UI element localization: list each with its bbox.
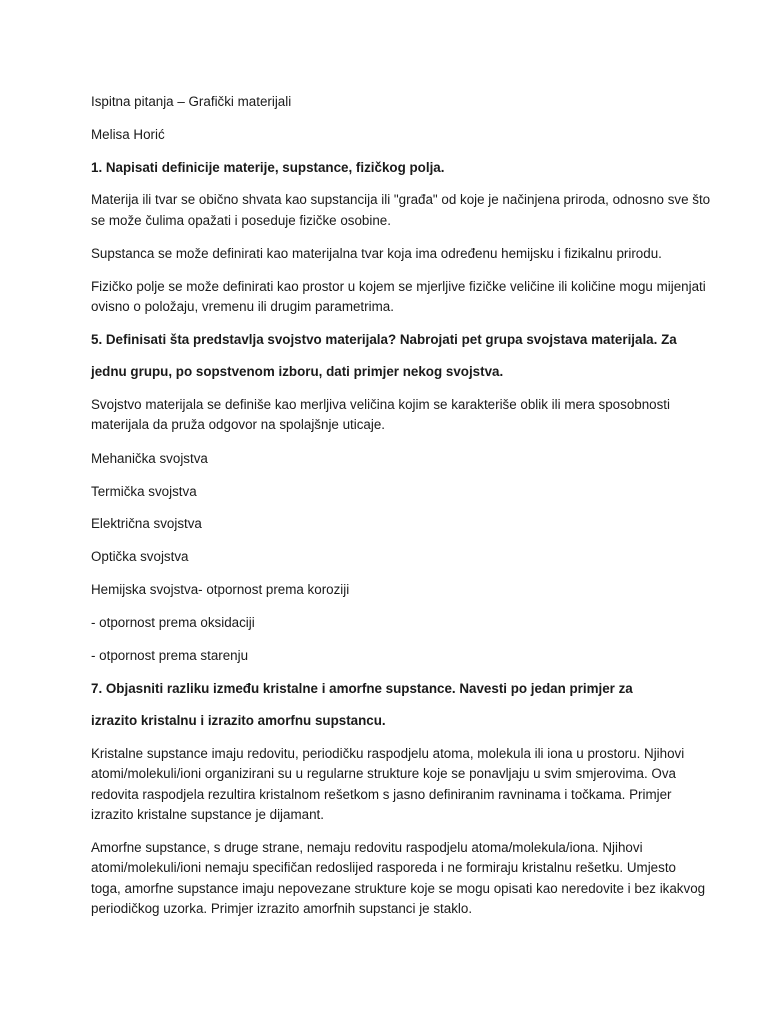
question-7-paragraph-1-line: atomi/molekuli/ioni organizirani su u regularne strukture koje se ponavljaju u svim smjerovima. Ova [91,766,676,781]
question-1-heading: 1. Napisati definicije materije, supstance, fizičkog polja. [91,160,445,175]
question-7-paragraph-2-line: toga, amorfne supstance imaju nepovezane strukture koje se mogu opisati kao neredovite i bez ikakvog [91,881,706,896]
question-5-heading-line-2: jednu grupu, po sopstvenom izboru, dati primjer nekog svojstva. [91,364,504,379]
question-1-paragraph-1-line-2: se može čulima opažati i poseduje fizičke osobine. [91,213,391,228]
property-list-item: Električna svojstva [91,516,202,531]
question-7-paragraph-1-line: redovita raspodjela rezultira kristalnom rešetkom s jasno definiranim ravninama i točkama. Primjer [91,787,672,802]
property-list-item: Termička svojstva [91,484,197,499]
question-7-paragraph-1-line: izrazito kristalne supstance je dijamant. [91,807,324,822]
document-author: Melisa Horić [91,127,165,142]
question-5-paragraph-line-1: Svojstvo materijala se definiše kao merljiva veličina kojim se karakteriše oblik ili mera sposobnosti [91,397,671,412]
question-7-heading-line-2: izrazito kristalnu i izrazito amorfnu supstancu. [91,713,386,728]
question-7-heading-line-1: 7. Objasniti razliku između kristalne i amorfne supstance. Navesti po jedan primjer za [91,681,633,696]
question-7-paragraph-2-line: atomi/molekuli/ioni nemaju specifičan redoslijed rasporeda i ne formiraju kristalnu rešetku. Umjesto [91,860,676,875]
property-list-item: - otpornost prema starenju [91,648,249,663]
question-5-heading-line-1: 5. Definisati šta predstavlja svojstvo materijala? Nabrojati pet grupa svojstava materijala. Za [91,332,677,347]
property-list-item: Hemijska svojstva- otpornost prema koroziji [91,582,350,597]
question-7-paragraph-1-line: Kristalne supstance imaju redovitu, periodičku raspodjelu atoma, molekula ili iona u prostoru. Njihovi [91,746,685,761]
question-7-paragraph-2-line: Amorfne supstance, s druge strane, nemaju redovitu raspodjelu atoma/molekula/iona. Njihovi [91,840,643,855]
property-list-item: - otpornost prema oksidaciji [91,615,255,630]
property-list-item: Optička svojstva [91,549,189,564]
question-5-paragraph-line-2: materijala da pruža odgovor na spolajšnje uticaje. [91,417,386,432]
question-1-paragraph-1-line-1: Materija ili tvar se obično shvata kao supstancija ili "građa" od koje je načinjena priroda, odnosno sve što [91,192,711,207]
document-title: Ispitna pitanja – Grafički materijali [91,94,292,109]
question-1-paragraph-3-line-2: ovisno o položaju, vremenu ili drugim parametrima. [91,299,394,314]
question-1-paragraph-3-line-1: Fizičko polje se može definirati kao prostor u kojem se mjerljive fizičke veličine ili količine mogu mijenjati [91,279,706,294]
question-1-paragraph-2: Supstanca se može definirati kao materijalna tvar koja ima određenu hemijsku i fizikalnu prirodu. [91,246,662,261]
property-list-item: Mehanička svojstva [91,451,208,466]
question-7-paragraph-2-line: periodičkog uzorka. Primjer izrazito amorfnih supstanci je staklo. [91,901,473,916]
